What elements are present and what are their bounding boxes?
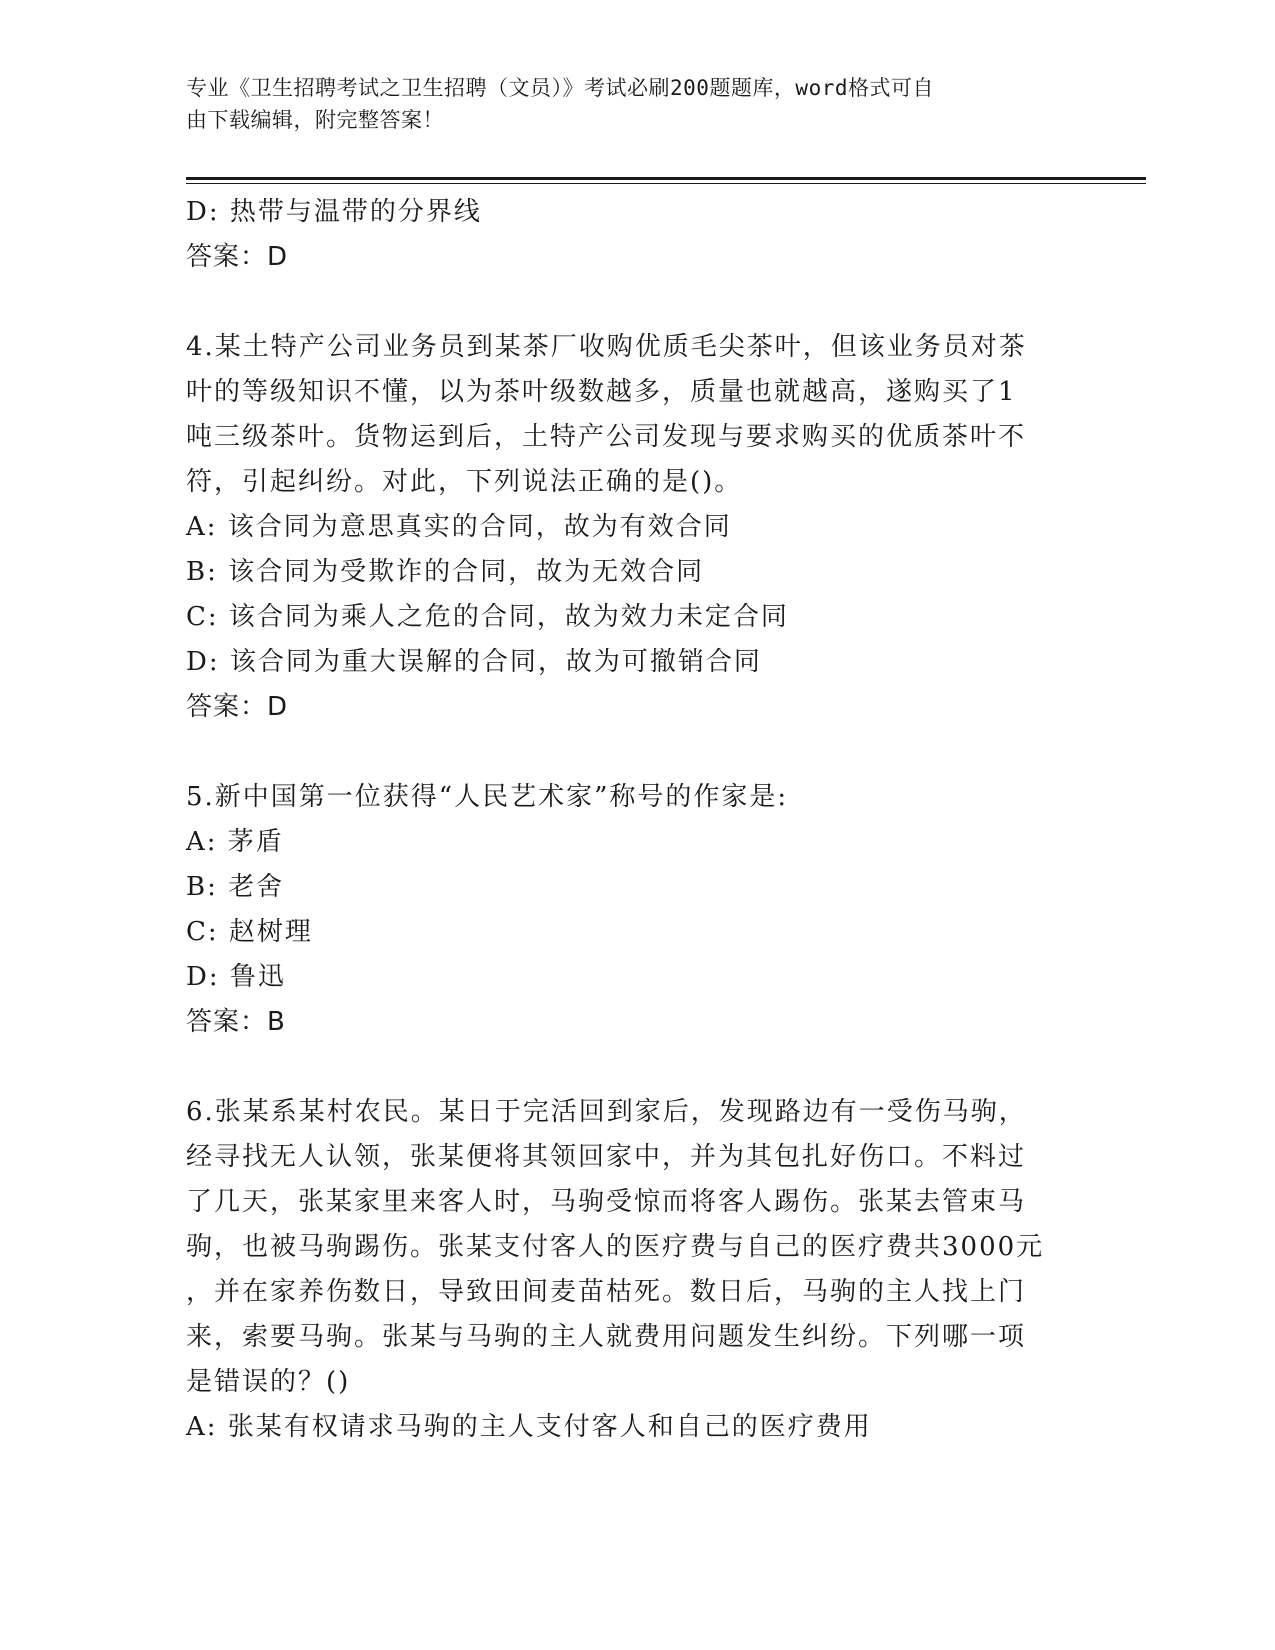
answer-line: 答案：D: [186, 242, 289, 272]
option-d: D: 鲁迅: [186, 962, 286, 992]
question-text-line: 5.新中国第一位获得“人民艺术家”称号的作家是:: [186, 782, 789, 812]
answer-line: 答案：D: [186, 692, 289, 722]
answer-line: 答案：B: [186, 1007, 286, 1037]
question-text-line: 叶的等级知识不懂，以为茶叶级数越多，质量也就越高，遂购买了1: [186, 377, 1017, 407]
question-text-line: 吨三级茶叶。货物运到后，土特产公司发现与要求购买的优质茶叶不: [186, 422, 1027, 452]
document-header: [186, 72, 1066, 136]
question-text-line: 经寻找无人认领，张某便将其领回家中，并为其包扎好伤口。不料过: [186, 1142, 1027, 1172]
question-text-line: 驹，也被马驹踢伤。张某支付客人的医疗费与自己的医疗费共3000元: [186, 1232, 1045, 1262]
option-b: B: 老舍: [186, 872, 285, 902]
question-text-line: 符，引起纠纷。对此，下列说法正确的是()。: [186, 467, 743, 497]
option-a: A: 该合同为意思真实的合同，故为有效合同: [186, 512, 732, 542]
document-body: [186, 190, 1066, 1450]
header-line-2: 由下载编辑，附完整答案！: [186, 108, 444, 132]
header-divider-thin: [186, 183, 1146, 184]
question-text-line: 6.张某系某村农民。某日于完活回到家后，发现路边有一受伤马驹，: [186, 1097, 1027, 1127]
question-4: [186, 325, 1066, 730]
question-6: [186, 1090, 1066, 1450]
option-a: A: 茅盾: [186, 827, 284, 857]
question-text-line: 4.某土特产公司业务员到某茶厂收购优质毛尖茶叶，但该业务员对茶: [186, 332, 1027, 362]
option-b: B: 该合同为受欺诈的合同，故为无效合同: [186, 557, 705, 587]
question-5: [186, 775, 1066, 1045]
option-d: D: 热带与温带的分界线: [186, 197, 482, 227]
header-line-1: 专业《卫生招聘考试之卫生招聘（文员）》考试必刷200题题库，word格式可自: [186, 76, 934, 100]
question-text-line: 了几天，张某家里来客人时，马驹受惊而将客人踢伤。张某去管束马: [186, 1187, 1027, 1217]
previous-question: [186, 190, 1066, 280]
question-text-line: 是错误的？(): [186, 1367, 351, 1397]
question-text-line: 来，索要马驹。张某与马驹的主人就费用问题发生纠纷。下列哪一项: [186, 1322, 1027, 1352]
option-c: C: 该合同为乘人之危的合同，故为效力未定合同: [186, 602, 789, 632]
option-d: D: 该合同为重大误解的合同，故为可撤销合同: [186, 647, 762, 677]
header-divider: [186, 177, 1146, 180]
question-text-line: ，并在家养伤数日，导致田间麦苗枯死。数日后，马驹的主人找上门: [186, 1277, 1027, 1307]
option-c: C: 赵树理: [186, 917, 313, 947]
option-a: A: 张某有权请求马驹的主人支付客人和自己的医疗费用: [186, 1412, 872, 1442]
